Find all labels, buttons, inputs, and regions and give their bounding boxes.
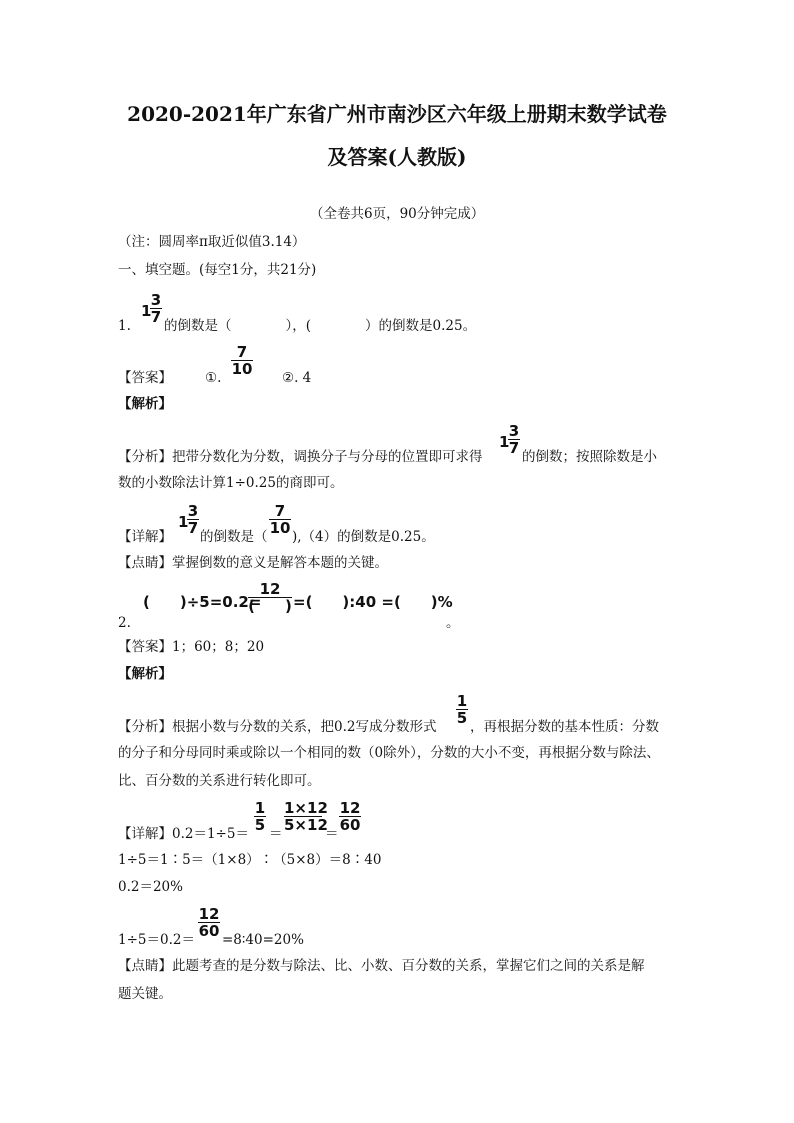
q1-answer-a: ①.: [205, 370, 222, 386]
q2-fenxi-c: 的分子和分母同时乘或除以一个相同的数（0除外），分数的大小不变，再根据分数与除法、: [118, 745, 660, 761]
doc-title-line2: 及答案(人教版): [327, 145, 467, 169]
q1-answer-b: ②. 4: [282, 370, 312, 386]
q1-fraction: [150, 292, 162, 325]
q2-detail-fraction-1: [254, 800, 266, 833]
q1-detail-answer-den: 10: [269, 519, 291, 537]
q2-detail-f2-num: 1×12: [284, 799, 328, 817]
q1-fraction-den: 7: [150, 308, 162, 326]
q2-eq-num: 12: [259, 580, 281, 598]
q2-point-a: 【点睛】此题考查的是分数与除法、比、小数、百分数的关系，掌握它们之间的关系是解: [118, 958, 645, 974]
q2-detail-line2: 1÷5＝1∶5＝（1×8）∶（5×8）＝8∶40: [118, 852, 382, 868]
q2-detail-line4-b: =8∶40=20%: [222, 932, 304, 948]
q2-eq-den: ( ): [248, 597, 292, 615]
q2-detail-fraction-3: [339, 800, 361, 833]
q2-detail-fraction-2: [284, 799, 328, 834]
q2-detail-eq1: ＝: [269, 826, 283, 842]
pi-note: （注：圆周率π取近似值3.14）: [118, 234, 306, 250]
q2-point-b: 题关键。: [118, 986, 172, 1002]
q2-fenxi-den: 5: [456, 709, 468, 727]
q1-detail-answer-fraction: [269, 503, 291, 536]
q2-detail-f3-den: 60: [339, 816, 361, 834]
q1-detail-num: 3: [187, 502, 199, 520]
q2-detail-line4-fraction: [198, 906, 220, 939]
q2-fenxi-b: ，再根据分数的基本性质：分数: [470, 719, 659, 735]
q2-fenxi-fraction: [456, 693, 468, 726]
section-heading: 一、填空题。(每空1分，共21分): [118, 262, 317, 278]
doc-title-line1: 2020-2021年广东省广州市南沙区六年级上册期末数学试卷: [127, 102, 667, 126]
q2-eq-b: =( ):40 =( )%: [293, 593, 453, 611]
q2-number: 2.: [118, 615, 131, 631]
q1-fraction-num: 3: [150, 291, 162, 309]
q1-detail-b: ),（4）的倒数是0.25。: [292, 529, 435, 545]
q2-fenxi-a: 【分析】根据小数与分数的关系，把0.2写成分数形式: [118, 719, 437, 735]
q2-detail-f1-num: 1: [254, 799, 266, 817]
q1-mixed-whole: 1: [141, 302, 152, 320]
q1-fenxi-fraction: [508, 423, 520, 456]
q1-text: 的倒数是（ ），( ）的倒数是0.25。: [164, 318, 477, 334]
q1-point: 【点睛】掌握倒数的意义是解答本题的关键。: [118, 555, 388, 571]
q2-fenxi-num: 1: [456, 692, 468, 710]
q1-fenxi-num: 3: [508, 422, 520, 440]
q1-answer-fraction: [231, 344, 253, 377]
q1-detail-fraction: [187, 503, 199, 536]
q2-eq-a: ( )÷5=0.2=: [143, 593, 262, 611]
q1-answer-den: 10: [231, 360, 253, 378]
q1-detail-den: 7: [187, 519, 199, 537]
q2-fenxi-d: 比、百分数的关系进行转化即可。: [118, 773, 321, 789]
exam-info: （全卷共6页，90分钟完成）: [310, 206, 485, 222]
q1-analysis-label: 【解析】: [118, 396, 172, 412]
q2-eq-fraction: [248, 581, 292, 614]
q1-answer-label: 【答案】: [118, 370, 172, 386]
q2-eq-end: 。: [446, 615, 460, 631]
q1-fenxi-b: 的倒数；按照除数是小: [522, 449, 657, 465]
q2-detail-f1-den: 5: [254, 816, 266, 834]
q1-fenxi-mixed-whole: 1: [499, 433, 510, 451]
q2-detail-line4-a: 1÷5＝0.2＝: [118, 932, 195, 948]
q1-detail-answer-num: 7: [274, 502, 286, 520]
q2-detail-label: 【详解】0.2＝1÷5＝: [118, 826, 249, 842]
q1-detail-label: 【详解】: [118, 529, 172, 545]
q2-detail-eq2: ＝: [325, 826, 339, 842]
q2-analysis-label: 【解析】: [118, 666, 172, 682]
q2-detail-f2-den: 5×12: [284, 816, 328, 834]
q1-number: 1.: [118, 318, 131, 334]
q1-fenxi-c: 数的小数除法计算1÷0.25的商即可。: [118, 475, 344, 491]
q1-answer-num: 7: [236, 343, 248, 361]
q1-fenxi-a: 【分析】把带分数化为分数，调换分子与分母的位置即可求得: [118, 449, 483, 465]
q2-detail-f3-num: 12: [339, 799, 361, 817]
q1-detail-mixed-whole: 1: [178, 513, 189, 531]
q2-detail-line4-num: 12: [198, 905, 220, 923]
q1-detail-a: 的倒数是（: [200, 529, 268, 545]
q2-detail-line3: 0.2＝20%: [118, 879, 183, 895]
q2-answer: 【答案】1；60；8；20: [118, 639, 265, 655]
q2-detail-line4-den: 60: [198, 922, 220, 940]
q1-fenxi-den: 7: [508, 439, 520, 457]
